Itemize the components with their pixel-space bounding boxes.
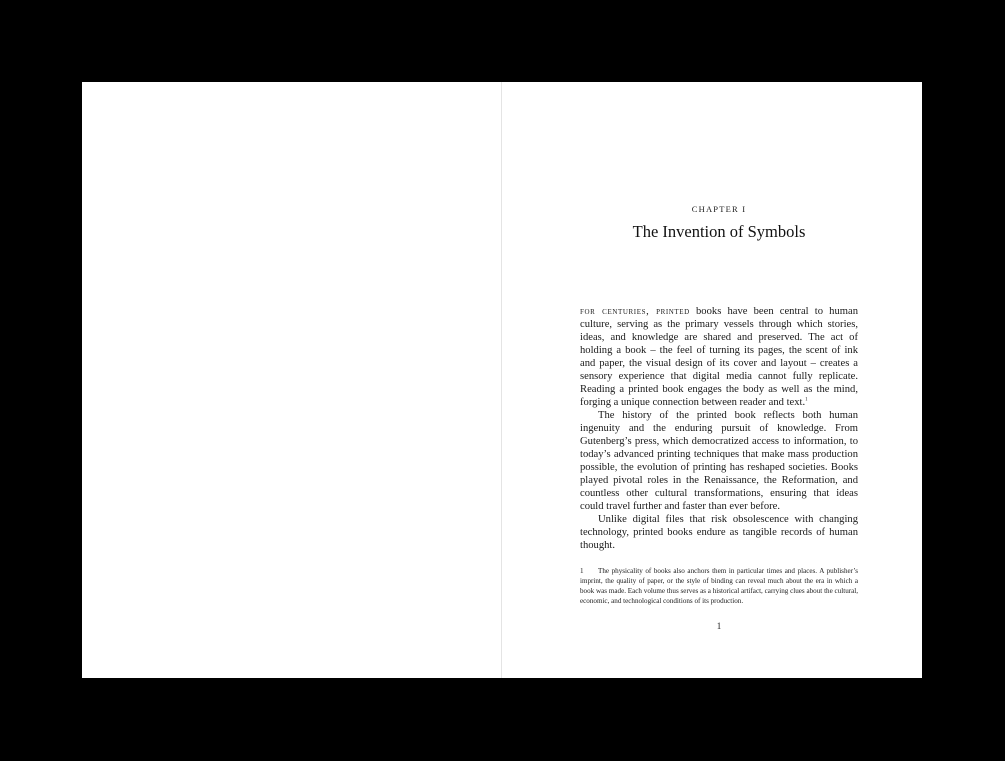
- left-page: [82, 82, 502, 678]
- chapter-label: CHAPTER I: [691, 204, 747, 214]
- lead-in: for centuries, printed: [580, 306, 690, 317]
- footnote-reference[interactable]: 1: [805, 397, 808, 403]
- body-text: [580, 305, 858, 552]
- paragraph-1-text: books have been central to human culture, serving as the primary vessels through which stories, ideas, and knowledge are shared and preserved. The act of holding a book – the feel of turning its pages, the scent of ink and paper, the visual design of its cover and layout – creates a sensory experience that digital media cannot fully replicate. Reading a printed book engages the body as well as the mind, forging a unique connection between reader and text.: [580, 306, 858, 408]
- footnote-text: The physicality of books also anchors them in particular times and places. A publisher’s imprint, the quality of paper, or the style of binding can reveal much about the era in which a book was made. Each volume thus serves as a historical artifact, carrying clues about the cultural, economic, and technological conditions of its production.: [580, 567, 858, 605]
- page-number: 1: [716, 621, 722, 631]
- footnote: [580, 566, 858, 606]
- paragraph-2: The history of the printed book reflects both human ingenuity and the enduring pursuit of knowledge. From Gutenberg’s press, which democratized access to information, to today’s advanced printing techniques that make mass production possible, the evolution of printing has reshaped societies. Books played pivotal roles in the Renaissance, the Reformation, and countless other cultural transformations, ensuring that ideas could travel further and faster than ever before.: [580, 410, 858, 512]
- right-page: [502, 82, 922, 678]
- paragraph-3: Unlike digital files that risk obsolescence with changing technology, printed books endure as tangible records of human thought.: [580, 514, 858, 551]
- paragraph-1: [580, 305, 858, 409]
- chapter-title: The Invention of Symbols: [632, 222, 806, 241]
- book-spread: [82, 82, 922, 678]
- footnote-number: 1: [580, 567, 584, 575]
